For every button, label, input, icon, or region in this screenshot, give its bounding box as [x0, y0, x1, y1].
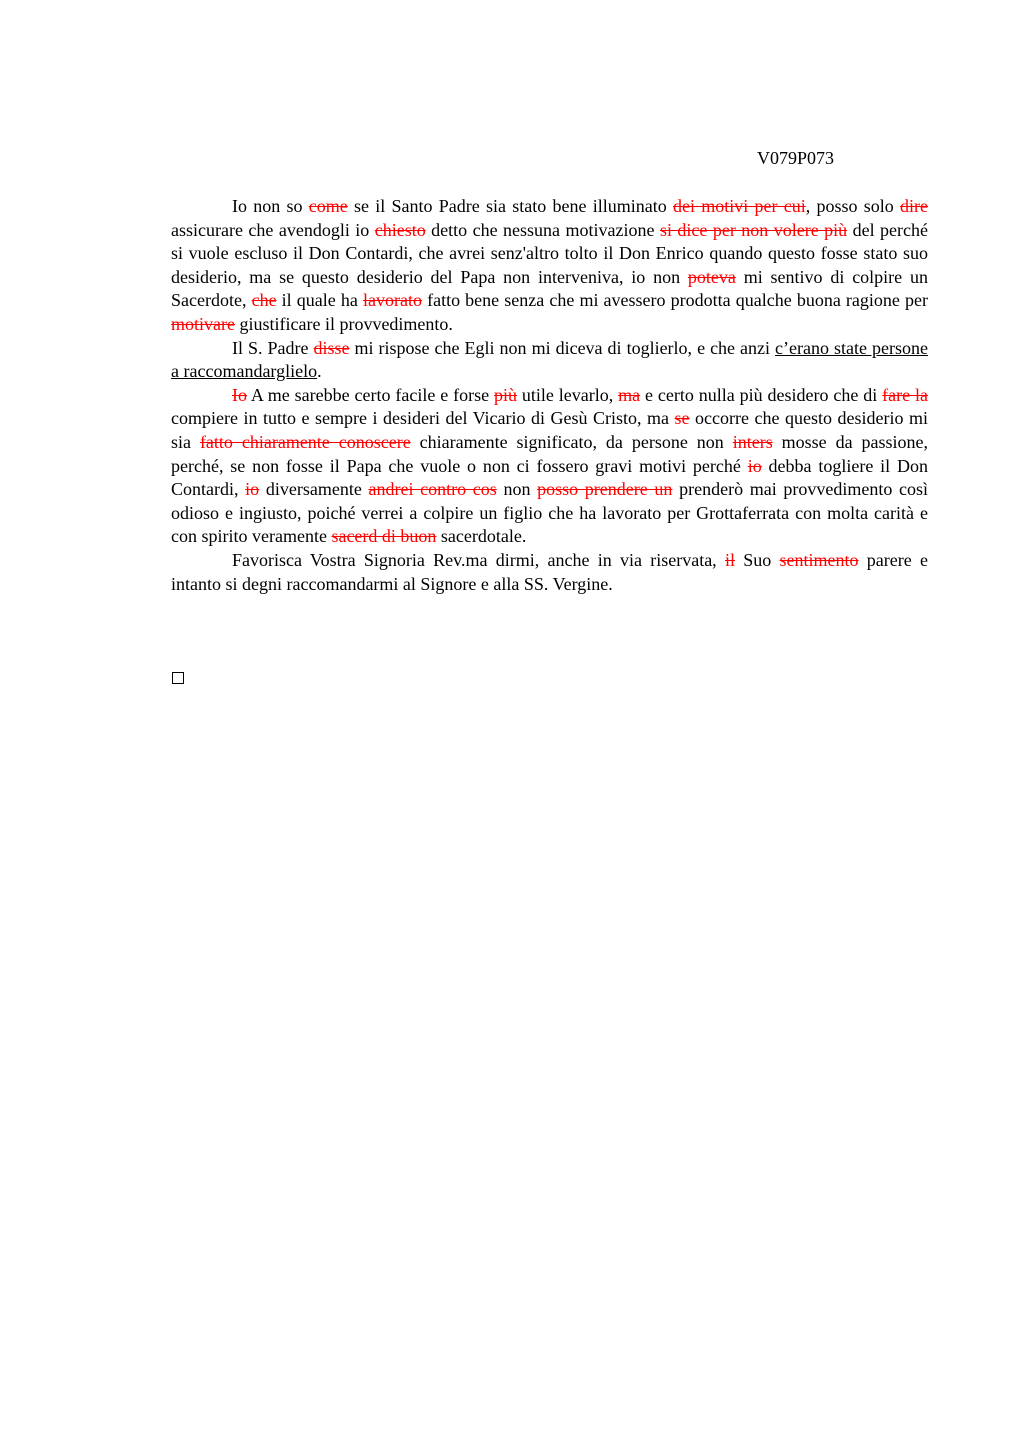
deleted-text: lavorato	[362, 290, 422, 311]
text-run: prenderò mai provvedimento così odioso e ingiusto, poiché verrei a colpire un figlio che ha lavorato per Grottaferrata con molta carità e con spirito veramente	[171, 479, 929, 547]
text-run: .	[317, 361, 322, 382]
text-run: occorre che questo desiderio mi sia	[171, 408, 928, 452]
paragraph	[171, 384, 928, 549]
text-run: mosse da passione, perché, se non fosse il Papa che vuole o non ci fossero gravi motivi perché	[171, 431, 929, 476]
deleted-text: fatto chiaramente conoscere	[199, 431, 411, 452]
text-run: sacerdotale.	[436, 526, 527, 547]
text-run: detto che nessuna motivazione	[425, 219, 660, 240]
deleted-text: ma	[618, 384, 641, 405]
deleted-text: dire	[900, 196, 929, 216]
paragraph	[171, 549, 928, 596]
text-run: mi sentivo di colpire un Sacerdote,	[171, 266, 928, 311]
deleted-text: il	[724, 549, 735, 570]
text-run: Il S. Padre	[232, 337, 314, 358]
text-run: utile levarlo,	[517, 384, 619, 405]
text-run: , posso solo	[805, 196, 901, 216]
text-run: del perché si vuole escluso il Don Contardi, che avrei senz'altro tolto il Don Enrico quando questo fosse stato suo desiderio, ma se questo desiderio del Papa non interveniva, io non	[171, 219, 929, 287]
text-run: diversamente	[259, 479, 369, 500]
deleted-text: dei motivi per cui	[673, 196, 806, 216]
deleted-text: inters	[732, 431, 773, 452]
text-run: il quale ha	[276, 290, 363, 311]
text-run: se il Santo Padre sia stato bene illuminato	[347, 196, 673, 216]
text-run: Suo	[734, 549, 780, 570]
deleted-text: come	[308, 196, 348, 216]
deleted-text: disse	[313, 337, 350, 358]
end-square-icon	[172, 672, 184, 684]
deleted-text: io	[245, 479, 260, 500]
text-run: parere e intanto si degni raccomandarmi al Signore e alla SS. Vergine.	[171, 549, 928, 594]
text-run: chiaramente significato, da persone non	[410, 431, 733, 452]
deleted-text: Io	[232, 384, 247, 405]
text-run: debba togliere il Don Contardi,	[171, 455, 928, 500]
text-run: mi rispose che Egli non mi diceva di toglierlo, e che anzi	[349, 337, 776, 358]
deleted-text: più	[493, 384, 517, 405]
text-run: fatto bene senza che mi avessero prodotta qualche buona ragione per	[421, 290, 928, 311]
deleted-text: sacerd di buon	[331, 526, 437, 547]
text-run: assicurare che avendogli io	[171, 219, 375, 240]
document-id: V079P073	[757, 148, 835, 168]
deleted-text: posso prendere un	[537, 479, 673, 500]
text-run: A me sarebbe certo facile e forse	[247, 384, 494, 405]
text-run: Io non so	[232, 196, 309, 216]
deleted-text: si dice per non volere più	[659, 219, 848, 240]
deleted-text: chiesto	[374, 219, 426, 240]
underlined-text: c’erano state persone a raccomandarglielo	[171, 337, 928, 382]
deleted-text: se	[674, 408, 690, 429]
deleted-text: andrei contro cos	[368, 479, 497, 500]
text-run: giustificare il provvedimento.	[234, 313, 453, 334]
text-run: Favorisca Vostra Signoria Rev.ma dirmi, anche in via riservata,	[232, 549, 725, 570]
deleted-text: poteva	[687, 266, 736, 287]
letter-body	[171, 195, 928, 596]
deleted-text: che	[251, 290, 277, 311]
deleted-text: fare la	[882, 384, 928, 405]
deleted-text: io	[747, 455, 762, 476]
text-run: non	[496, 479, 538, 500]
text-run: compiere in tutto e sempre i desideri del Vicario di Gesù Cristo, ma	[171, 408, 675, 429]
text-run: e certo nulla più desidero che di	[640, 384, 883, 405]
paragraph	[171, 195, 928, 337]
paragraph	[171, 337, 928, 384]
deleted-text: sentimento	[779, 549, 859, 570]
deleted-text: motivare	[171, 313, 235, 334]
